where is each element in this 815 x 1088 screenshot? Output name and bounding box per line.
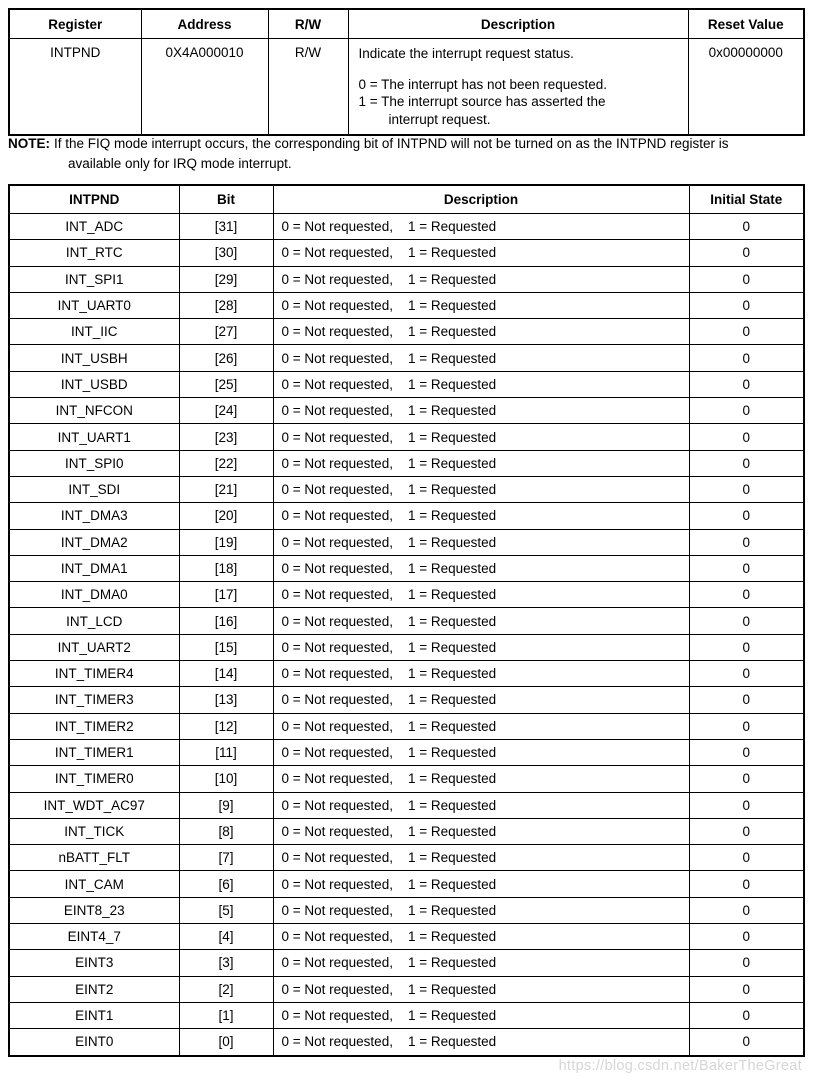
intpnd-source-cell: nBATT_FLT [9,845,179,871]
bits-table-row [9,476,804,502]
bit-cell: [1] [179,1002,273,1028]
register-table-row [9,39,804,136]
bits-table-row [9,1002,804,1028]
bits-table-row [9,319,804,345]
initial-state-cell: 0 [689,897,804,923]
bit-cell: [22] [179,450,273,476]
register-name-cell: INTPND [9,39,141,136]
bits-table-row [9,897,804,923]
bit-cell: [6] [179,871,273,897]
intpnd-source-cell: INT_SPI1 [9,266,179,292]
description-cell: 0 = Not requested, 1 = Requested [273,582,689,608]
description-cell: 0 = Not requested, 1 = Requested [273,424,689,450]
description-cell: 0 = Not requested, 1 = Requested [273,1029,689,1056]
bits-table-row [9,292,804,318]
bits-table-row [9,976,804,1002]
description-cell: 0 = Not requested, 1 = Requested [273,739,689,765]
description-cell: 0 = Not requested, 1 = Requested [273,713,689,739]
initial-state-cell: 0 [689,845,804,871]
note-text [54,134,729,174]
bits-table-header-row [9,185,804,214]
intpnd-source-cell: EINT2 [9,976,179,1002]
initial-state-cell: 0 [689,739,804,765]
initial-state-cell: 0 [689,529,804,555]
bits-table-row [9,529,804,555]
intpnd-source-cell: INT_IIC [9,319,179,345]
bit-cell: [25] [179,371,273,397]
initial-state-cell: 0 [689,319,804,345]
register-rw-cell: R/W [268,39,348,136]
bits-table-row [9,608,804,634]
register-description-cell [348,39,688,136]
bits-table-row [9,424,804,450]
initial-state-cell: 0 [689,266,804,292]
bit-cell: [13] [179,687,273,713]
initial-state-cell: 0 [689,713,804,739]
bits-table-row [9,713,804,739]
initial-state-cell: 0 [689,345,804,371]
intpnd-source-cell: INT_RTC [9,240,179,266]
initial-state-cell: 0 [689,398,804,424]
bits-table-row [9,214,804,240]
initial-state-cell: 0 [689,818,804,844]
bit-cell: [0] [179,1029,273,1056]
bit-cell: [24] [179,398,273,424]
bit-cell: [31] [179,214,273,240]
description-cell: 0 = Not requested, 1 = Requested [273,634,689,660]
note-line2: available only for IRQ mode interrupt. [68,156,292,171]
register-summary-table [8,8,805,136]
description-value-0: 0 = The interrupt has not been requested. [358,76,608,92]
bit-cell: [12] [179,713,273,739]
intpnd-source-cell: INT_ADC [9,214,179,240]
initial-state-cell: 0 [689,766,804,792]
description-cell: 0 = Not requested, 1 = Requested [273,266,689,292]
bit-cell: [26] [179,345,273,371]
description-cell: 0 = Not requested, 1 = Requested [273,371,689,397]
intpnd-source-cell: INT_DMA0 [9,582,179,608]
column-header-initial-state: Initial State [689,185,804,214]
column-header-register: Register [9,9,141,39]
bit-cell: [21] [179,476,273,502]
bit-cell: [30] [179,240,273,266]
bit-cell: [8] [179,818,273,844]
bits-table-row [9,871,804,897]
initial-state-cell: 0 [689,792,804,818]
description-cell: 0 = Not requested, 1 = Requested [273,450,689,476]
description-cell: 0 = Not requested, 1 = Requested [273,214,689,240]
initial-state-cell: 0 [689,450,804,476]
initial-state-cell: 0 [689,871,804,897]
watermark: https://blog.csdn.net/BakerTheGreat [558,1058,802,1074]
intpnd-source-cell: INT_TIMER2 [9,713,179,739]
description-cell: 0 = Not requested, 1 = Requested [273,555,689,581]
initial-state-cell: 0 [689,292,804,318]
initial-state-cell: 0 [689,476,804,502]
initial-state-cell: 0 [689,555,804,581]
description-cell: 0 = Not requested, 1 = Requested [273,897,689,923]
bit-cell: [5] [179,897,273,923]
note-label: NOTE: [8,136,50,151]
column-header-intpnd: INTPND [9,185,179,214]
bits-table-row [9,634,804,660]
description-cell: 0 = Not requested, 1 = Requested [273,608,689,634]
bits-table-row [9,818,804,844]
bit-cell: [23] [179,424,273,450]
initial-state-cell: 0 [689,634,804,660]
intpnd-source-cell: INT_TIMER4 [9,661,179,687]
intpnd-source-cell: INT_UART1 [9,424,179,450]
description-cell: 0 = Not requested, 1 = Requested [273,292,689,318]
intpnd-source-cell: INT_DMA2 [9,529,179,555]
intpnd-source-cell: INT_USBD [9,371,179,397]
description-cell: 0 = Not requested, 1 = Requested [273,529,689,555]
bit-cell: [17] [179,582,273,608]
bits-table-row [9,398,804,424]
initial-state-cell: 0 [689,214,804,240]
bit-cell: [3] [179,950,273,976]
bit-cell: [11] [179,739,273,765]
column-header-reset-value: Reset Value [688,9,804,39]
intpnd-source-cell: INT_TIMER3 [9,687,179,713]
register-reset-value-cell: 0x00000000 [688,39,804,136]
initial-state-cell: 0 [689,582,804,608]
column-header-description: Description [348,9,688,39]
initial-state-cell: 0 [689,661,804,687]
bits-table-row [9,766,804,792]
bit-cell: [28] [179,292,273,318]
intpnd-source-cell: INT_DMA1 [9,555,179,581]
column-header-bit: Bit [179,185,273,214]
bits-table-row [9,792,804,818]
bit-cell: [4] [179,924,273,950]
initial-state-cell: 0 [689,924,804,950]
intpnd-source-cell: EINT1 [9,1002,179,1028]
intpnd-source-cell: EINT3 [9,950,179,976]
bits-table-row [9,687,804,713]
bits-table-row [9,661,804,687]
description-cell: 0 = Not requested, 1 = Requested [273,661,689,687]
description-cell: 0 = Not requested, 1 = Requested [273,818,689,844]
description-cell: 0 = Not requested, 1 = Requested [273,792,689,818]
note-line1: If the FIQ mode interrupt occurs, the corresponding bit of INTPND will not be turned on as the INTPND register is [54,136,729,151]
column-header-description: Description [273,185,689,214]
bit-cell: [18] [179,555,273,581]
initial-state-cell: 0 [689,687,804,713]
bit-cell: [20] [179,503,273,529]
intpnd-source-cell: EINT0 [9,1029,179,1056]
intpnd-source-cell: INT_NFCON [9,398,179,424]
description-value-1-line1: 1 = The interrupt source has asserted the [358,94,606,109]
description-cell: 0 = Not requested, 1 = Requested [273,476,689,502]
bits-table-row [9,345,804,371]
intpnd-source-cell: INT_WDT_AC97 [9,792,179,818]
description-cell: 0 = Not requested, 1 = Requested [273,240,689,266]
intpnd-source-cell: INT_DMA3 [9,503,179,529]
description-value-1-line2: interrupt request. [388,111,491,127]
bits-table-row [9,845,804,871]
intpnd-source-cell: INT_LCD [9,608,179,634]
description-cell: 0 = Not requested, 1 = Requested [273,976,689,1002]
intpnd-source-cell: INT_UART0 [9,292,179,318]
description-cell: 0 = Not requested, 1 = Requested [273,871,689,897]
bits-table-row [9,503,804,529]
intpnd-bits-table [8,184,805,1057]
note [8,134,803,174]
initial-state-cell: 0 [689,503,804,529]
description-cell: 0 = Not requested, 1 = Requested [273,345,689,371]
bits-table-row [9,371,804,397]
bits-table-row [9,582,804,608]
description-cell: 0 = Not requested, 1 = Requested [273,1002,689,1028]
intpnd-source-cell: EINT4_7 [9,924,179,950]
intpnd-source-cell: INT_TICK [9,818,179,844]
bit-cell: [29] [179,266,273,292]
description-cell: 0 = Not requested, 1 = Requested [273,319,689,345]
description-cell: 0 = Not requested, 1 = Requested [273,687,689,713]
bits-table-row [9,1029,804,1056]
column-header-address: Address [141,9,268,39]
bits-table-row [9,739,804,765]
intpnd-source-cell: INT_SDI [9,476,179,502]
column-header-rw: R/W [268,9,348,39]
description-cell: 0 = Not requested, 1 = Requested [273,766,689,792]
bits-table-body [9,214,804,1056]
initial-state-cell: 0 [689,371,804,397]
bits-table-row [9,924,804,950]
register-table-header-row [9,9,804,39]
intpnd-source-cell: INT_TIMER0 [9,766,179,792]
intpnd-source-cell: EINT8_23 [9,897,179,923]
bit-cell: [27] [179,319,273,345]
initial-state-cell: 0 [689,424,804,450]
bit-cell: [16] [179,608,273,634]
description-cell: 0 = Not requested, 1 = Requested [273,398,689,424]
intpnd-source-cell: INT_USBH [9,345,179,371]
register-address-cell: 0X4A000010 [141,39,268,136]
initial-state-cell: 0 [689,1002,804,1028]
intpnd-source-cell: INT_SPI0 [9,450,179,476]
description-cell: 0 = Not requested, 1 = Requested [273,845,689,871]
initial-state-cell: 0 [689,608,804,634]
bit-cell: [2] [179,976,273,1002]
bits-table-row [9,240,804,266]
description-cell: 0 = Not requested, 1 = Requested [273,924,689,950]
bits-table-row [9,555,804,581]
bit-cell: [9] [179,792,273,818]
bits-table-row [9,266,804,292]
bit-cell: [15] [179,634,273,660]
initial-state-cell: 0 [689,976,804,1002]
initial-state-cell: 0 [689,1029,804,1056]
bits-table-row [9,450,804,476]
description-intro: Indicate the interrupt request status. [358,46,574,61]
intpnd-source-cell: INT_UART2 [9,634,179,660]
bit-cell: [14] [179,661,273,687]
description-cell: 0 = Not requested, 1 = Requested [273,503,689,529]
initial-state-cell: 0 [689,950,804,976]
bit-cell: [19] [179,529,273,555]
bit-cell: [10] [179,766,273,792]
bits-table-row [9,950,804,976]
bit-cell: [7] [179,845,273,871]
description-cell: 0 = Not requested, 1 = Requested [273,950,689,976]
initial-state-cell: 0 [689,240,804,266]
intpnd-source-cell: INT_TIMER1 [9,739,179,765]
intpnd-source-cell: INT_CAM [9,871,179,897]
